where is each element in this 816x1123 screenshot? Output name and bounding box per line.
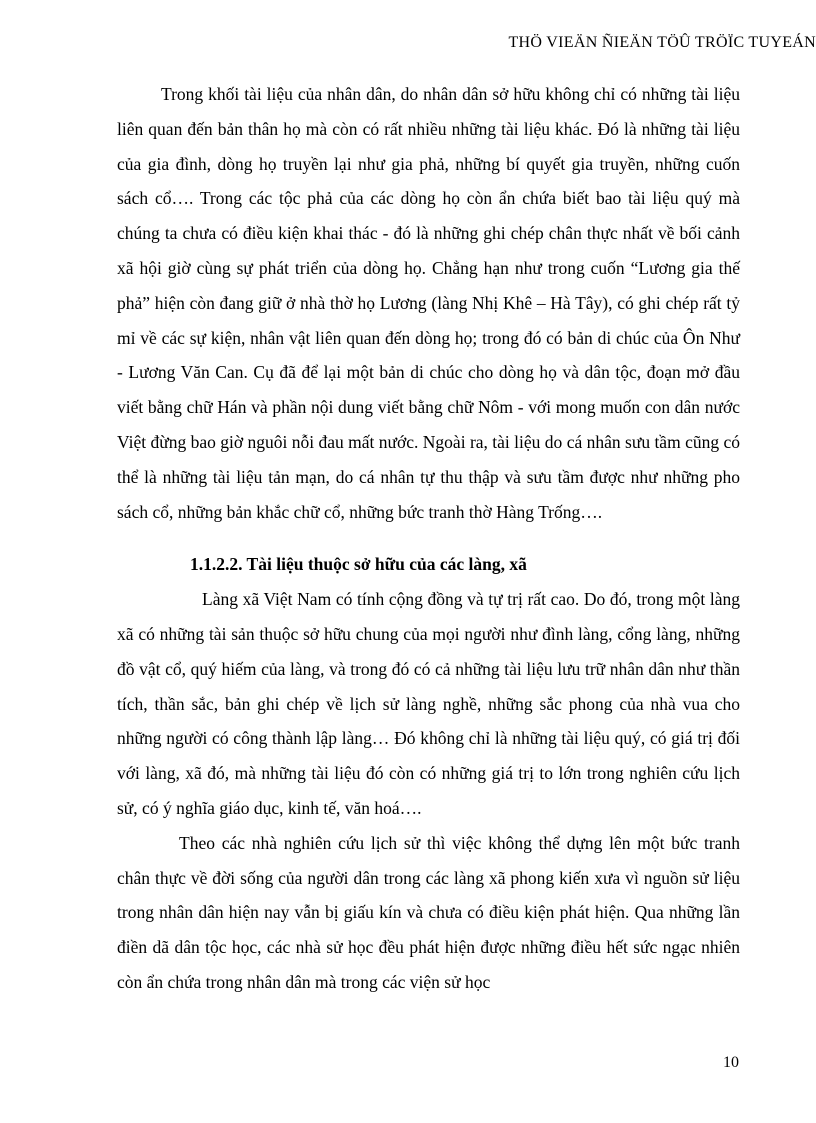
paragraph-historians-view: Theo các nhà nghiên cứu lịch sử thì việc không thể dựng lên một bức tranh chân thực về đời sống của người dân trong các làng xã phong kiến xưa vì nguồn sử liệu trong nhân dân hiện nay vẫn bị giấu kín và chưa có điều kiện phát hiện. Qua những lần điền dã dân tộc học, các nhà sử học đều phát hiện được những điều hết sức ngạc nhiên còn ẩn chứa trong nhân dân mà trong các viện sử học xyxy=(117,832,740,992)
paragraph-personal-documents: Trong khối tài liệu của nhân dân, do nhân dân sở hữu không chỉ có những tài liệu liên quan đến bản thân họ mà còn có rất nhiều những tài liệu khác. Đó là những tài liệu của gia đình, dòng họ truyền lại như gia phả, những bí quyết gia truyền, những cuốn sách cổ…. Trong các tộc phả của các dòng họ còn ẩn chứa biết bao tài liệu quý mà chúng ta chưa có điều kiện khai thác - đó là những ghi chép chân thực nhất về bối cảnh xã hội giờ cùng sự phát triển của dòng họ. Chẳng hạn như trong cuốn “Lương gia thế phả” hiện còn đang giữ ở nhà thờ họ Lương (làng Nhị Khê – Hà Tây), có ghi chép rất tỷ mỉ về các sự kiện, nhân vật liên quan đến dòng họ; trong đó có bản di chúc của Ôn Như - Lương Văn Can. Cụ đã để lại một bản di chúc cho dòng họ và dân tộc, đoạn mở đầu viết bằng chữ Hán và phần nội dung viết bằng chữ Nôm - với mong muốn con dân nước Việt đừng bao giờ nguôi nỗi đau mất nước. Ngoài ra, tài liệu do cá nhân sưu tầm cũng có thể là những tài liệu tản mạn, do cá nhân tự thu thập và sưu tầm được như những pho sách cổ, những bản khắc chữ cổ, những bức tranh thờ Hàng Trống…. xyxy=(117,84,740,522)
document-body xyxy=(117,77,740,1000)
page-number: 10 xyxy=(723,1054,739,1071)
paragraph-village-documents: Làng xã Việt Nam có tính cộng đồng và tự trị rất cao. Do đó, trong một làng xã có những tài sản thuộc sở hữu chung của mọi người như đình làng, cổng làng, những đồ vật cổ, quý hiếm của làng, và trong đó có cả những tài liệu lưu trữ nhân dân như thần tích, thần sắc, bản ghi chép về lịch sử làng nghề, những sắc phong của nhà vua cho những người có công thành lập làng… Đó không chỉ là những tài liệu quý, có giá trị đối với làng, xã đó, mà những tài liệu đó còn có những giá trị to lớn trong nghiên cứu lịch sử, có ý nghĩa giáo dục, kinh tế, văn hoá…. xyxy=(117,589,740,818)
page-header: THÖ VIEÄN ÑIEÄN TÖÛ TRÖÏC TUYEÁN xyxy=(508,34,816,51)
section-heading: 1.1.2.2. Tài liệu thuộc sở hữu của các làng, xã xyxy=(190,554,527,575)
